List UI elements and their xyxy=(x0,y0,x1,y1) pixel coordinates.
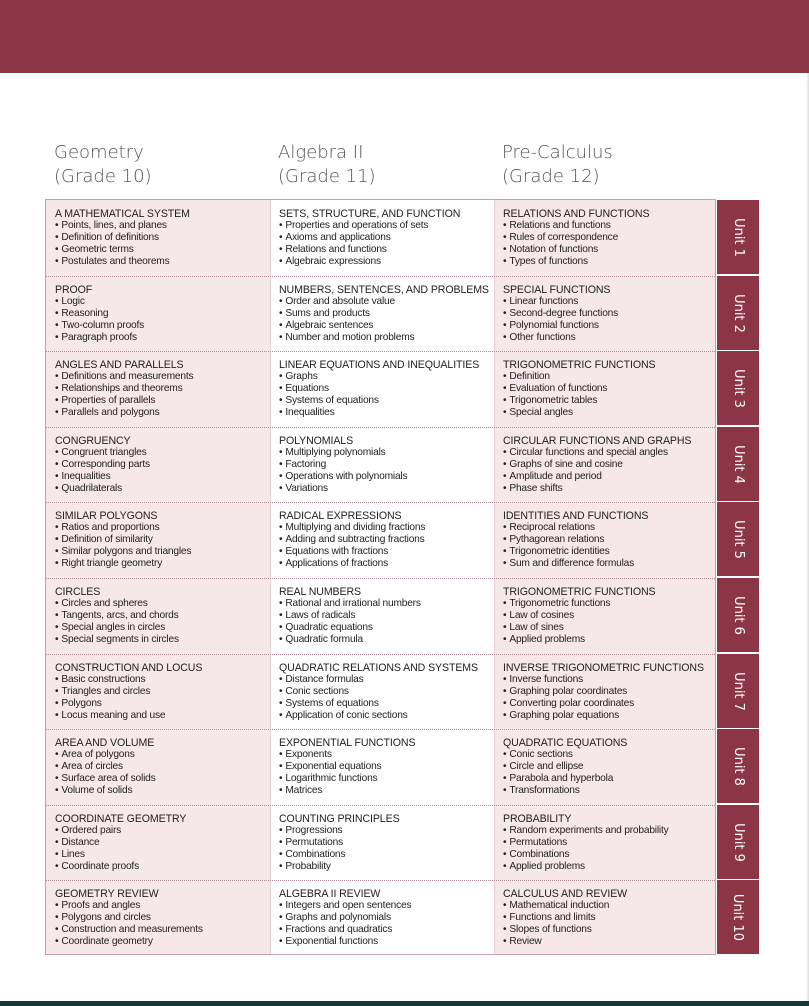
topic-item: • Parabola and hyperbola xyxy=(503,773,715,785)
header-bar xyxy=(0,0,809,73)
curriculum-cell xyxy=(46,729,270,805)
topic-item: • Systems of equations xyxy=(279,698,494,710)
topic-item: • Applications of fractions xyxy=(279,558,494,570)
topic-item: • Graphing polar coordinates xyxy=(503,686,715,698)
topic-list xyxy=(55,522,270,570)
topic-list xyxy=(503,674,715,722)
topic-list xyxy=(503,296,715,344)
topic-item: • Basic constructions xyxy=(55,674,270,686)
topic-item: • Relationships and theorems xyxy=(55,383,270,395)
topic-item: • Coordinate geometry xyxy=(55,936,270,948)
topic-item: • Slopes of functions xyxy=(503,924,715,936)
curriculum-cell xyxy=(494,578,715,654)
topic-item: • Inequalities xyxy=(55,471,270,483)
topic-list xyxy=(55,220,270,268)
topic-title: ALGEBRA II REVIEW xyxy=(279,888,381,900)
topic-list xyxy=(279,371,494,419)
topic-title: TRIGONOMETRIC FUNCTIONS xyxy=(503,586,656,598)
topic-item: • Mathematical induction xyxy=(503,900,715,912)
unit-tab xyxy=(717,654,759,728)
topic-list xyxy=(279,522,494,570)
curriculum-cell xyxy=(270,200,494,276)
topic-item: • Polygons and circles xyxy=(55,912,270,924)
topic-list xyxy=(55,674,270,722)
topic-list xyxy=(503,900,715,948)
topic-item: • Ordered pairs xyxy=(55,825,270,837)
curriculum-cell xyxy=(46,276,270,352)
topic-list xyxy=(279,598,494,646)
topic-item: • Random experiments and probability xyxy=(503,825,715,837)
topic-title: TRIGONOMETRIC FUNCTIONS xyxy=(503,359,656,371)
unit-label: Unit 6 xyxy=(730,595,746,635)
topic-item: • Special angles in circles xyxy=(55,622,270,634)
curriculum-cell xyxy=(494,502,715,578)
topic-title: ANGLES AND PARALLELS xyxy=(55,359,184,371)
unit-tab xyxy=(717,276,759,350)
topic-title: COORDINATE GEOMETRY xyxy=(55,813,187,825)
topic-item: • Operations with polynomials xyxy=(279,471,494,483)
topic-item: • Pythagorean relations xyxy=(503,534,715,546)
curriculum-cell xyxy=(46,200,270,276)
topic-item: • Applied problems xyxy=(503,634,715,646)
topic-item: • Right triangle geometry xyxy=(55,558,270,570)
topic-item: • Graphs and polynomials xyxy=(279,912,494,924)
topic-list xyxy=(55,749,270,797)
topic-item: • Application of conic sections xyxy=(279,710,494,722)
topic-list xyxy=(55,447,270,495)
topic-item: • Transformations xyxy=(503,785,715,797)
topic-item: • Polygons xyxy=(55,698,270,710)
topic-list xyxy=(503,749,715,797)
topic-title: GEOMETRY REVIEW xyxy=(55,888,159,900)
topic-item: • Systems of equations xyxy=(279,395,494,407)
topic-item: • Logarithmic functions xyxy=(279,773,494,785)
topic-item: • Circular functions and special angles xyxy=(503,447,715,459)
topic-item: • Converting polar coordinates xyxy=(503,698,715,710)
curriculum-cell xyxy=(46,502,270,578)
topic-item: • Paragraph proofs xyxy=(55,332,270,344)
topic-item: • Reciprocal relations xyxy=(503,522,715,534)
topic-item: • Coordinate proofs xyxy=(55,861,270,873)
topic-item: • Inverse functions xyxy=(503,674,715,686)
curriculum-cell xyxy=(270,729,494,805)
topic-item: • Circle and ellipse xyxy=(503,761,715,773)
unit-label: Unit 3 xyxy=(730,368,746,408)
topic-item: • Functions and limits xyxy=(503,912,715,924)
curriculum-cell xyxy=(494,200,715,276)
topic-list xyxy=(503,447,715,495)
topic-item: • Relations and functions xyxy=(279,244,494,256)
curriculum-cell xyxy=(270,805,494,881)
topic-list xyxy=(503,522,715,570)
topic-item: • Special angles xyxy=(503,407,715,419)
unit-label: Unit 8 xyxy=(730,746,746,786)
topic-list xyxy=(279,220,494,268)
curriculum-cell xyxy=(494,427,715,503)
topic-title: COUNTING PRINCIPLES xyxy=(279,813,400,825)
topic-item: • Trigonometric functions xyxy=(503,598,715,610)
topic-item: • Congruent triangles xyxy=(55,447,270,459)
topic-item: • Permutations xyxy=(279,837,494,849)
curriculum-cell xyxy=(494,654,715,730)
topic-item: • Trigonometric tables xyxy=(503,395,715,407)
unit-tab xyxy=(717,502,759,576)
curriculum-cell xyxy=(270,276,494,352)
topic-item: • Conic sections xyxy=(279,686,494,698)
topic-item: • Conic sections xyxy=(503,749,715,761)
topic-item: • Combinations xyxy=(503,849,715,861)
topic-item: • Second-degree functions xyxy=(503,308,715,320)
topic-title: AREA AND VOLUME xyxy=(55,737,155,749)
topic-item: • Equations with fractions xyxy=(279,546,494,558)
topic-list xyxy=(279,900,494,948)
unit-tab xyxy=(717,729,759,803)
topic-item: • Ratios and proportions xyxy=(55,522,270,534)
topic-title: SIMILAR POLYGONS xyxy=(55,510,158,522)
topic-title: LINEAR EQUATIONS AND INEQUALITIES xyxy=(279,359,480,371)
topic-item: • Equations xyxy=(279,383,494,395)
topic-item: • Quadrilaterals xyxy=(55,483,270,495)
topic-item: • Tangents, arcs, and chords xyxy=(55,610,270,622)
topic-item: • Phase shifts xyxy=(503,483,715,495)
topic-title: RADICAL EXPRESSIONS xyxy=(279,510,402,522)
topic-item: • Trigonometric identities xyxy=(503,546,715,558)
topic-item: • Graphs xyxy=(279,371,494,383)
curriculum-cell xyxy=(46,427,270,503)
column-grade: (Grade 10) xyxy=(54,166,152,187)
unit-label: Unit 2 xyxy=(730,293,746,333)
topic-list xyxy=(503,598,715,646)
topic-item: • Similar polygons and triangles xyxy=(55,546,270,558)
topic-item: • Exponents xyxy=(279,749,494,761)
topic-list xyxy=(279,674,494,722)
unit-tab xyxy=(717,200,759,274)
topic-title: SETS, STRUCTURE, AND FUNCTION xyxy=(279,208,461,220)
topic-item: • Properties and operations of sets xyxy=(279,220,494,232)
topic-item: • Reasoning xyxy=(55,308,270,320)
topic-item: • Rules of correspondence xyxy=(503,232,715,244)
column-header-geometry xyxy=(54,141,254,189)
topic-item: • Sum and difference formulas xyxy=(503,558,715,570)
curriculum-cell xyxy=(270,654,494,730)
topic-item: • Definition of definitions xyxy=(55,232,270,244)
curriculum-cell xyxy=(494,805,715,881)
topic-item: • Matrices xyxy=(279,785,494,797)
topic-item: • Algebraic sentences xyxy=(279,320,494,332)
topic-item: • Geometric terms xyxy=(55,244,270,256)
topic-title: A MATHEMATICAL SYSTEM xyxy=(55,208,190,220)
topic-item: • Volume of solids xyxy=(55,785,270,797)
topic-item: • Algebraic expressions xyxy=(279,256,494,268)
topic-list xyxy=(503,371,715,419)
curriculum-cell xyxy=(270,578,494,654)
unit-tab xyxy=(717,578,759,652)
topic-item: • Types of functions xyxy=(503,256,715,268)
topic-list xyxy=(279,749,494,797)
topic-title: INVERSE TRIGONOMETRIC FUNCTIONS xyxy=(503,662,704,674)
topic-title: SPECIAL FUNCTIONS xyxy=(503,284,611,296)
topic-list xyxy=(55,371,270,419)
unit-label: Unit 4 xyxy=(730,444,746,484)
topic-item: • Graphing polar equations xyxy=(503,710,715,722)
topic-title: QUADRATIC RELATIONS AND SYSTEMS xyxy=(279,662,478,674)
topic-item: • Review xyxy=(503,936,715,948)
topic-title: REAL NUMBERS xyxy=(279,586,361,598)
topic-item: • Exponential functions xyxy=(279,936,494,948)
topic-item: • Graphs of sine and cosine xyxy=(503,459,715,471)
unit-label: Unit 5 xyxy=(730,519,746,559)
topic-item: • Definition of similarity xyxy=(55,534,270,546)
column-subject: Algebra II xyxy=(278,142,364,163)
column-grade: (Grade 11) xyxy=(278,166,376,187)
topic-title: CALCULUS AND REVIEW xyxy=(503,888,628,900)
topic-item: • Law of sines xyxy=(503,622,715,634)
curriculum-cell xyxy=(46,578,270,654)
topic-item: • Area of polygons xyxy=(55,749,270,761)
topic-title: IDENTITIES AND FUNCTIONS xyxy=(503,510,649,522)
topic-title: POLYNOMIALS xyxy=(279,435,354,447)
topic-title: CIRCULAR FUNCTIONS AND GRAPHS xyxy=(503,435,692,447)
topic-item: • Multiplying polynomials xyxy=(279,447,494,459)
topic-item: • Distance formulas xyxy=(279,674,494,686)
column-subject: Geometry xyxy=(54,142,144,163)
topic-item: • Laws of radicals xyxy=(279,610,494,622)
topic-item: • Area of circles xyxy=(55,761,270,773)
column-header-precalculus xyxy=(502,141,702,189)
topic-item: • Special segments in circles xyxy=(55,634,270,646)
curriculum-cell xyxy=(46,351,270,427)
curriculum-cell xyxy=(494,880,715,956)
curriculum-cell xyxy=(270,880,494,956)
topic-item: • Permutations xyxy=(503,837,715,849)
topic-item: • Surface area of solids xyxy=(55,773,270,785)
topic-list xyxy=(279,296,494,344)
topic-item: • Inequalities xyxy=(279,407,494,419)
topic-item: • Fractions and quadratics xyxy=(279,924,494,936)
unit-tab xyxy=(717,805,759,879)
curriculum-cell xyxy=(46,654,270,730)
unit-label: Unit 1 xyxy=(730,217,746,257)
unit-tab xyxy=(717,427,759,501)
topic-list xyxy=(55,598,270,646)
topic-item: • Parallels and polygons xyxy=(55,407,270,419)
topic-item: • Notation of functions xyxy=(503,244,715,256)
topic-title: CONSTRUCTION AND LOCUS xyxy=(55,662,203,674)
unit-tab xyxy=(717,351,759,425)
topic-item: • Polynomial functions xyxy=(503,320,715,332)
column-grade: (Grade 12) xyxy=(502,166,600,187)
topic-list xyxy=(55,825,270,873)
footer-bar xyxy=(0,1001,809,1006)
topic-item: • Construction and measurements xyxy=(55,924,270,936)
topic-item: • Combinations xyxy=(279,849,494,861)
topic-item: • Variations xyxy=(279,483,494,495)
topic-item: • Points, lines, and planes xyxy=(55,220,270,232)
curriculum-cell xyxy=(494,276,715,352)
topic-item: • Properties of parallels xyxy=(55,395,270,407)
topic-item: • Law of cosines xyxy=(503,610,715,622)
topic-item: • Adding and subtracting fractions xyxy=(279,534,494,546)
topic-item: • Rational and irrational numbers xyxy=(279,598,494,610)
topic-item: • Lines xyxy=(55,849,270,861)
topic-item: • Triangles and circles xyxy=(55,686,270,698)
topic-item: • Corresponding parts xyxy=(55,459,270,471)
unit-label: Unit 7 xyxy=(730,671,746,711)
curriculum-cell xyxy=(46,880,270,956)
topic-title: PROOF xyxy=(55,284,93,296)
column-header-algebra xyxy=(278,141,478,189)
unit-label: Unit 10 xyxy=(730,893,746,941)
curriculum-cell xyxy=(46,805,270,881)
topic-item: • Definitions and measurements xyxy=(55,371,270,383)
topic-item: • Order and absolute value xyxy=(279,296,494,308)
curriculum-cell xyxy=(494,351,715,427)
topic-title: RELATIONS AND FUNCTIONS xyxy=(503,208,650,220)
curriculum-cell xyxy=(270,502,494,578)
topic-item: • Definition xyxy=(503,371,715,383)
curriculum-cell xyxy=(270,427,494,503)
topic-title: CONGRUENCY xyxy=(55,435,131,447)
topic-item: • Logic xyxy=(55,296,270,308)
topic-list xyxy=(279,447,494,495)
topic-title: CIRCLES xyxy=(55,586,101,598)
topic-title: QUADRATIC EQUATIONS xyxy=(503,737,628,749)
topic-item: • Number and motion problems xyxy=(279,332,494,344)
topic-item: • Axioms and applications xyxy=(279,232,494,244)
topic-title: PROBABILITY xyxy=(503,813,572,825)
topic-item: • Multiplying and dividing fractions xyxy=(279,522,494,534)
topic-item: • Integers and open sentences xyxy=(279,900,494,912)
topic-item: • Applied problems xyxy=(503,861,715,873)
unit-label: Unit 9 xyxy=(730,822,746,862)
topic-item: • Two-column proofs xyxy=(55,320,270,332)
topic-item: • Distance xyxy=(55,837,270,849)
topic-item: • Probability xyxy=(279,861,494,873)
topic-item: • Relations and functions xyxy=(503,220,715,232)
topic-list xyxy=(55,296,270,344)
topic-item: • Locus meaning and use xyxy=(55,710,270,722)
topic-item: • Quadratic equations xyxy=(279,622,494,634)
curriculum-cell xyxy=(270,351,494,427)
curriculum-grid xyxy=(45,199,716,955)
topic-item: • Evaluation of functions xyxy=(503,383,715,395)
topic-item: • Other functions xyxy=(503,332,715,344)
topic-item: • Exponential equations xyxy=(279,761,494,773)
topic-list xyxy=(279,825,494,873)
topic-item: • Amplitude and period xyxy=(503,471,715,483)
topic-list xyxy=(503,220,715,268)
topic-item: • Proofs and angles xyxy=(55,900,270,912)
topic-item: • Quadratic formula xyxy=(279,634,494,646)
topic-item: • Sums and products xyxy=(279,308,494,320)
topic-list xyxy=(503,825,715,873)
topic-item: • Postulates and theorems xyxy=(55,256,270,268)
column-subject: Pre-Calculus xyxy=(502,142,613,163)
topic-title: EXPONENTIAL FUNCTIONS xyxy=(279,737,416,749)
topic-list xyxy=(55,900,270,948)
topic-item: • Progressions xyxy=(279,825,494,837)
topic-item: • Circles and spheres xyxy=(55,598,270,610)
topic-item: • Factoring xyxy=(279,459,494,471)
unit-tab xyxy=(717,880,759,954)
topic-item: • Linear functions xyxy=(503,296,715,308)
topic-title: NUMBERS, SENTENCES, AND PROBLEMS xyxy=(279,284,489,296)
curriculum-cell xyxy=(494,729,715,805)
